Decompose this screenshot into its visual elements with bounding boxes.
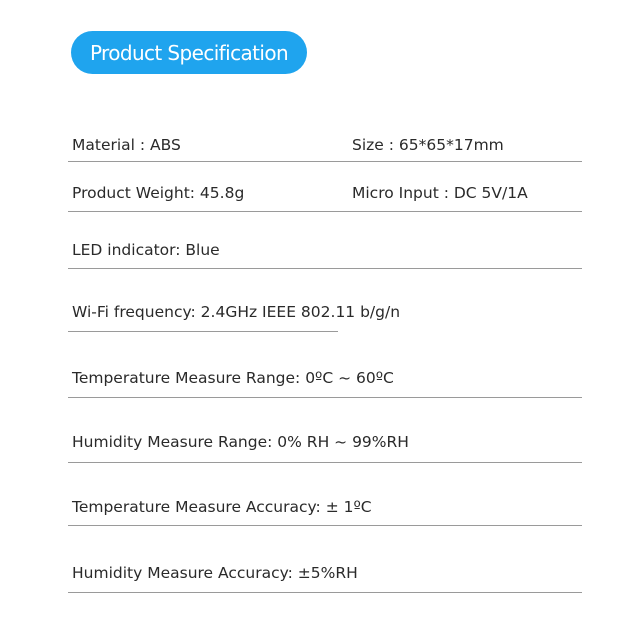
spec-size: Size : 65*65*17mm xyxy=(352,136,504,154)
row-divider xyxy=(68,592,582,593)
row-divider xyxy=(68,525,582,526)
spec-material: Material : ABS xyxy=(72,136,181,154)
spec-humidity-accuracy: Humidity Measure Accuracy: ±5%RH xyxy=(72,564,358,582)
spec-humidity-range: Humidity Measure Range: 0% RH ~ 99%RH xyxy=(72,433,409,451)
spec-micro-input: Micro Input : DC 5V/1A xyxy=(352,184,528,202)
row-divider xyxy=(68,397,582,398)
spec-weight: Product Weight: 45.8g xyxy=(72,184,245,202)
section-title: Product Specification xyxy=(89,40,289,65)
spec-temp-accuracy: Temperature Measure Accuracy: ± 1ºC xyxy=(72,498,372,516)
row-divider xyxy=(68,331,338,332)
spec-led: LED indicator: Blue xyxy=(72,241,220,259)
spec-temp-range: Temperature Measure Range: 0ºC ~ 60ºC xyxy=(72,369,394,387)
row-divider xyxy=(68,462,582,463)
row-divider xyxy=(68,161,582,162)
row-divider xyxy=(68,211,582,212)
row-divider xyxy=(68,268,582,269)
spec-wifi: Wi-Fi frequency: 2.4GHz IEEE 802.11 b/g/n xyxy=(72,303,401,321)
